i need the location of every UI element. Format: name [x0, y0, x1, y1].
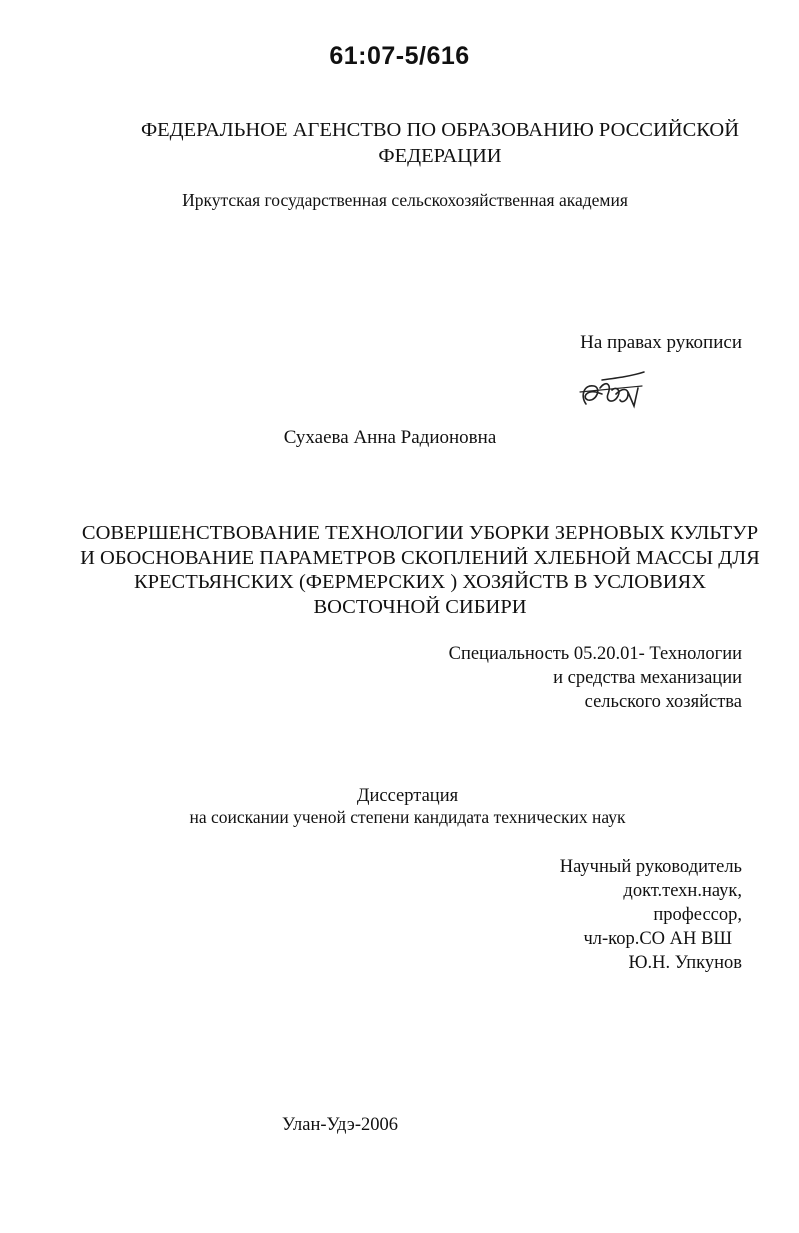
author-name: Сухаева Анна Радионовна	[283, 427, 497, 448]
specialty-line-3: сельского хозяйства	[584, 692, 742, 712]
manuscript-note: На правах рукописи	[580, 332, 742, 353]
degree-sought: на соискании ученой степени кандидата технических наук	[189, 807, 626, 827]
thesis-title-line-4: ВОСТОЧНОЙ СИБИРИ	[313, 595, 527, 618]
agency-name	[140, 117, 740, 169]
signature-image	[572, 370, 662, 415]
specialty-line-1: Специальность 05.20.01- Технологии	[448, 644, 742, 664]
supervisor-degree: докт.техн.наук,	[623, 881, 742, 901]
supervisor-role: Научный руководитель	[559, 857, 742, 877]
thesis-title-line-1: СОВЕРШЕНСТВОВАНИЕ ТЕХНОЛОГИИ УБОРКИ ЗЕРНОВЫХ КУЛЬТУР	[81, 522, 759, 544]
supervisor-title: профессор,	[653, 905, 742, 925]
agency-line-1: ФЕДЕРАЛЬНОЕ АГЕНСТВО ПО ОБРАЗОВАНИЮ РОССИЙСКОЙ	[140, 119, 740, 141]
thesis-title	[70, 521, 770, 619]
thesis-title-line-2: И ОБОСНОВАНИЕ ПАРАМЕТРОВ СКОПЛЕНИЙ ХЛЕБНОЙ МАССЫ ДЛЯ	[80, 546, 760, 569]
academy-name: Иркутская государственная сельскохозяйственная академия	[182, 190, 628, 210]
catalog-code: 61:07-5/616	[329, 42, 470, 70]
supervisor-name: Ю.Н. Упкунов	[628, 953, 742, 973]
agency-line-2: ФЕДЕРАЦИИ	[378, 145, 502, 167]
specialty-line-2: и средства механизации	[553, 668, 742, 688]
supervisor-block	[442, 855, 742, 975]
work-type: Диссертация	[356, 786, 459, 806]
supervisor-membership: чл-кор.СО АН ВШ	[583, 929, 732, 949]
specialty	[322, 642, 742, 714]
city-year: Улан-Удэ-2006	[282, 1115, 398, 1135]
thesis-title-line-3: КРЕСТЬЯНСКИХ (ФЕРМЕРСКИХ ) ХОЗЯЙСТВ В УСЛОВИЯХ	[133, 571, 707, 593]
